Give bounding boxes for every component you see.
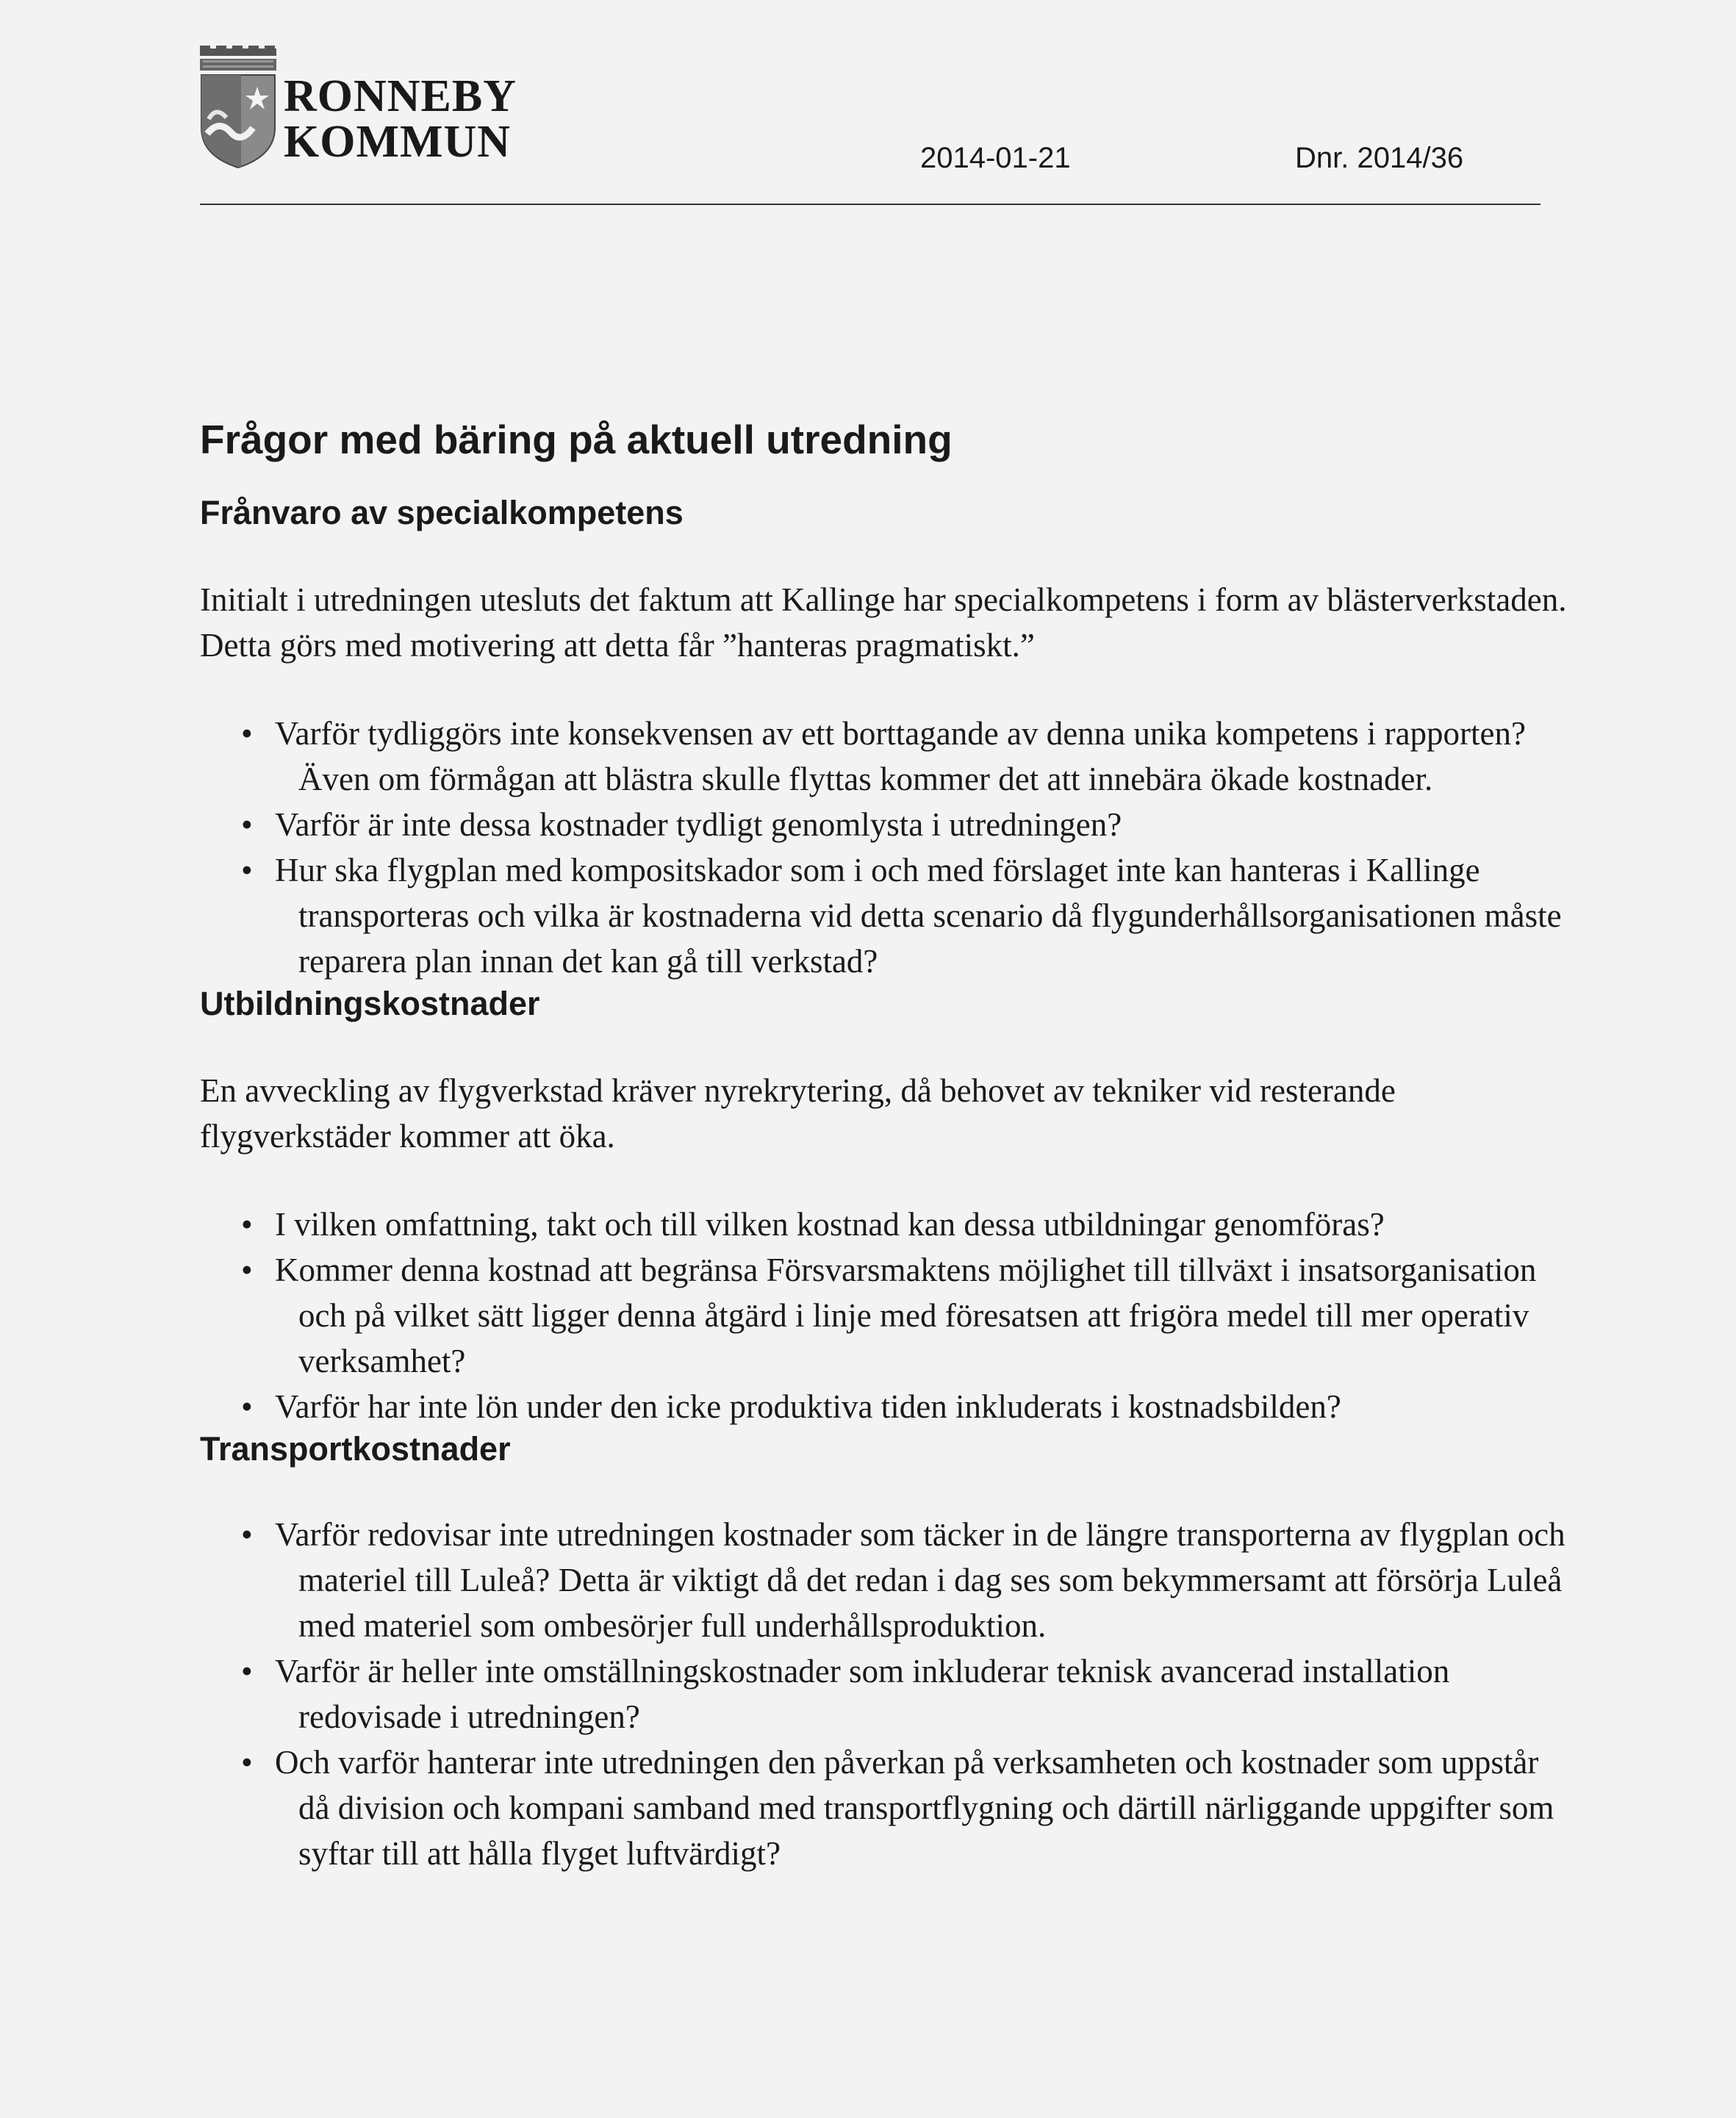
list-item: • Varför redovisar inte utredningen kostnader som täcker in de längre transporterna av flygplan och materiel till Luleå? Detta är viktigt då det redan i dag ses som bekymmersamt att försörja Luleå med materiel som ombesörjer full underhållsproduktion. xyxy=(200,1512,1567,1648)
list-item: • Varför är heller inte omställningskostnader som inkluderar teknisk avancerad installation redovisade i utredningen? xyxy=(200,1648,1567,1740)
bullet-icon: • xyxy=(241,1252,253,1288)
section-heading: Frånvaro av specialkompetens xyxy=(200,494,684,531)
list-item: • Varför tydliggörs inte konsekvensen av ett borttagande av denna unika kompetens i rapporten? Även om förmågan att blästra skulle flyttas kommer det att innebära ökade kostnader. xyxy=(200,711,1567,802)
section-paragraph: En avveckling av flygverkstad kräver nyrekrytering, då behovet av tekniker vid resterande flygverkstäder kommer att öka. xyxy=(200,1072,1396,1155)
org-name-line2: KOMMUN xyxy=(284,117,512,167)
list-item: • Hur ska flygplan med kompositskador som i och med förslaget inte kan hanteras i Kallinge transporteras och vilka är kostnaderna vid detta scenario då flygunderhållsorganisationen måste reparera plan innan det kan gå till verkstad? xyxy=(200,847,1567,984)
bullet-list xyxy=(200,711,1567,984)
bullet-icon: • xyxy=(241,715,253,752)
document-body xyxy=(200,415,1567,1876)
bullet-icon: • xyxy=(241,1206,253,1243)
list-item: • Varför har inte lön under den icke produktiva tiden inkluderats i kostnadsbilden? xyxy=(200,1384,1567,1429)
bullet-icon: • xyxy=(241,1516,253,1553)
bullet-icon: • xyxy=(241,806,253,843)
list-item: • Och varför hanterar inte utredningen den påverkan på verksamheten och kostnader som uppstår då division och kompani samband med transportflygning och därtill närliggande uppgifter som syftar till att hålla flyget luftvärdigt? xyxy=(200,1740,1567,1876)
bullet-list xyxy=(200,1202,1567,1429)
org-name-line1: RONNEBY xyxy=(284,71,517,121)
municipality-logo xyxy=(197,46,550,178)
bullet-icon: • xyxy=(241,1744,253,1781)
section-heading: Utbildningskostnader xyxy=(200,985,540,1022)
page-title: Frågor med bäring på aktuell utredning xyxy=(200,417,953,462)
bullet-icon: • xyxy=(241,1388,253,1425)
section-paragraph: Initialt i utredningen utesluts det faktum att Kallinge har specialkompetens i form av blästerverkstaden. Detta görs med motivering att detta får ”hanteras pragmatiskt.” xyxy=(200,581,1567,664)
list-item: • Kommer denna kostnad att begränsa Försvarsmaktens möjlighet till tillväxt i insatsorganisation och på vilket sätt ligger denna åtgärd i linje med föresatsen att frigöra medel till mer operativ verksamhet? xyxy=(200,1247,1567,1384)
header-divider xyxy=(200,204,1540,205)
list-item: • I vilken omfattning, takt och till vilken kostnad kan dessa utbildningar genomföras? xyxy=(200,1202,1567,1247)
bullet-icon: • xyxy=(241,1653,253,1690)
document-date: 2014-01-21 xyxy=(920,142,1071,174)
document-reference-number: Dnr. 2014/36 xyxy=(1295,142,1464,174)
bullet-icon: • xyxy=(241,852,253,889)
list-item: • Varför är inte dessa kostnader tydligt genomlysta i utredningen? xyxy=(200,802,1567,847)
section-heading: Transportkostnader xyxy=(200,1430,511,1468)
bullet-list xyxy=(200,1512,1567,1876)
municipal-crest-icon xyxy=(197,46,279,170)
